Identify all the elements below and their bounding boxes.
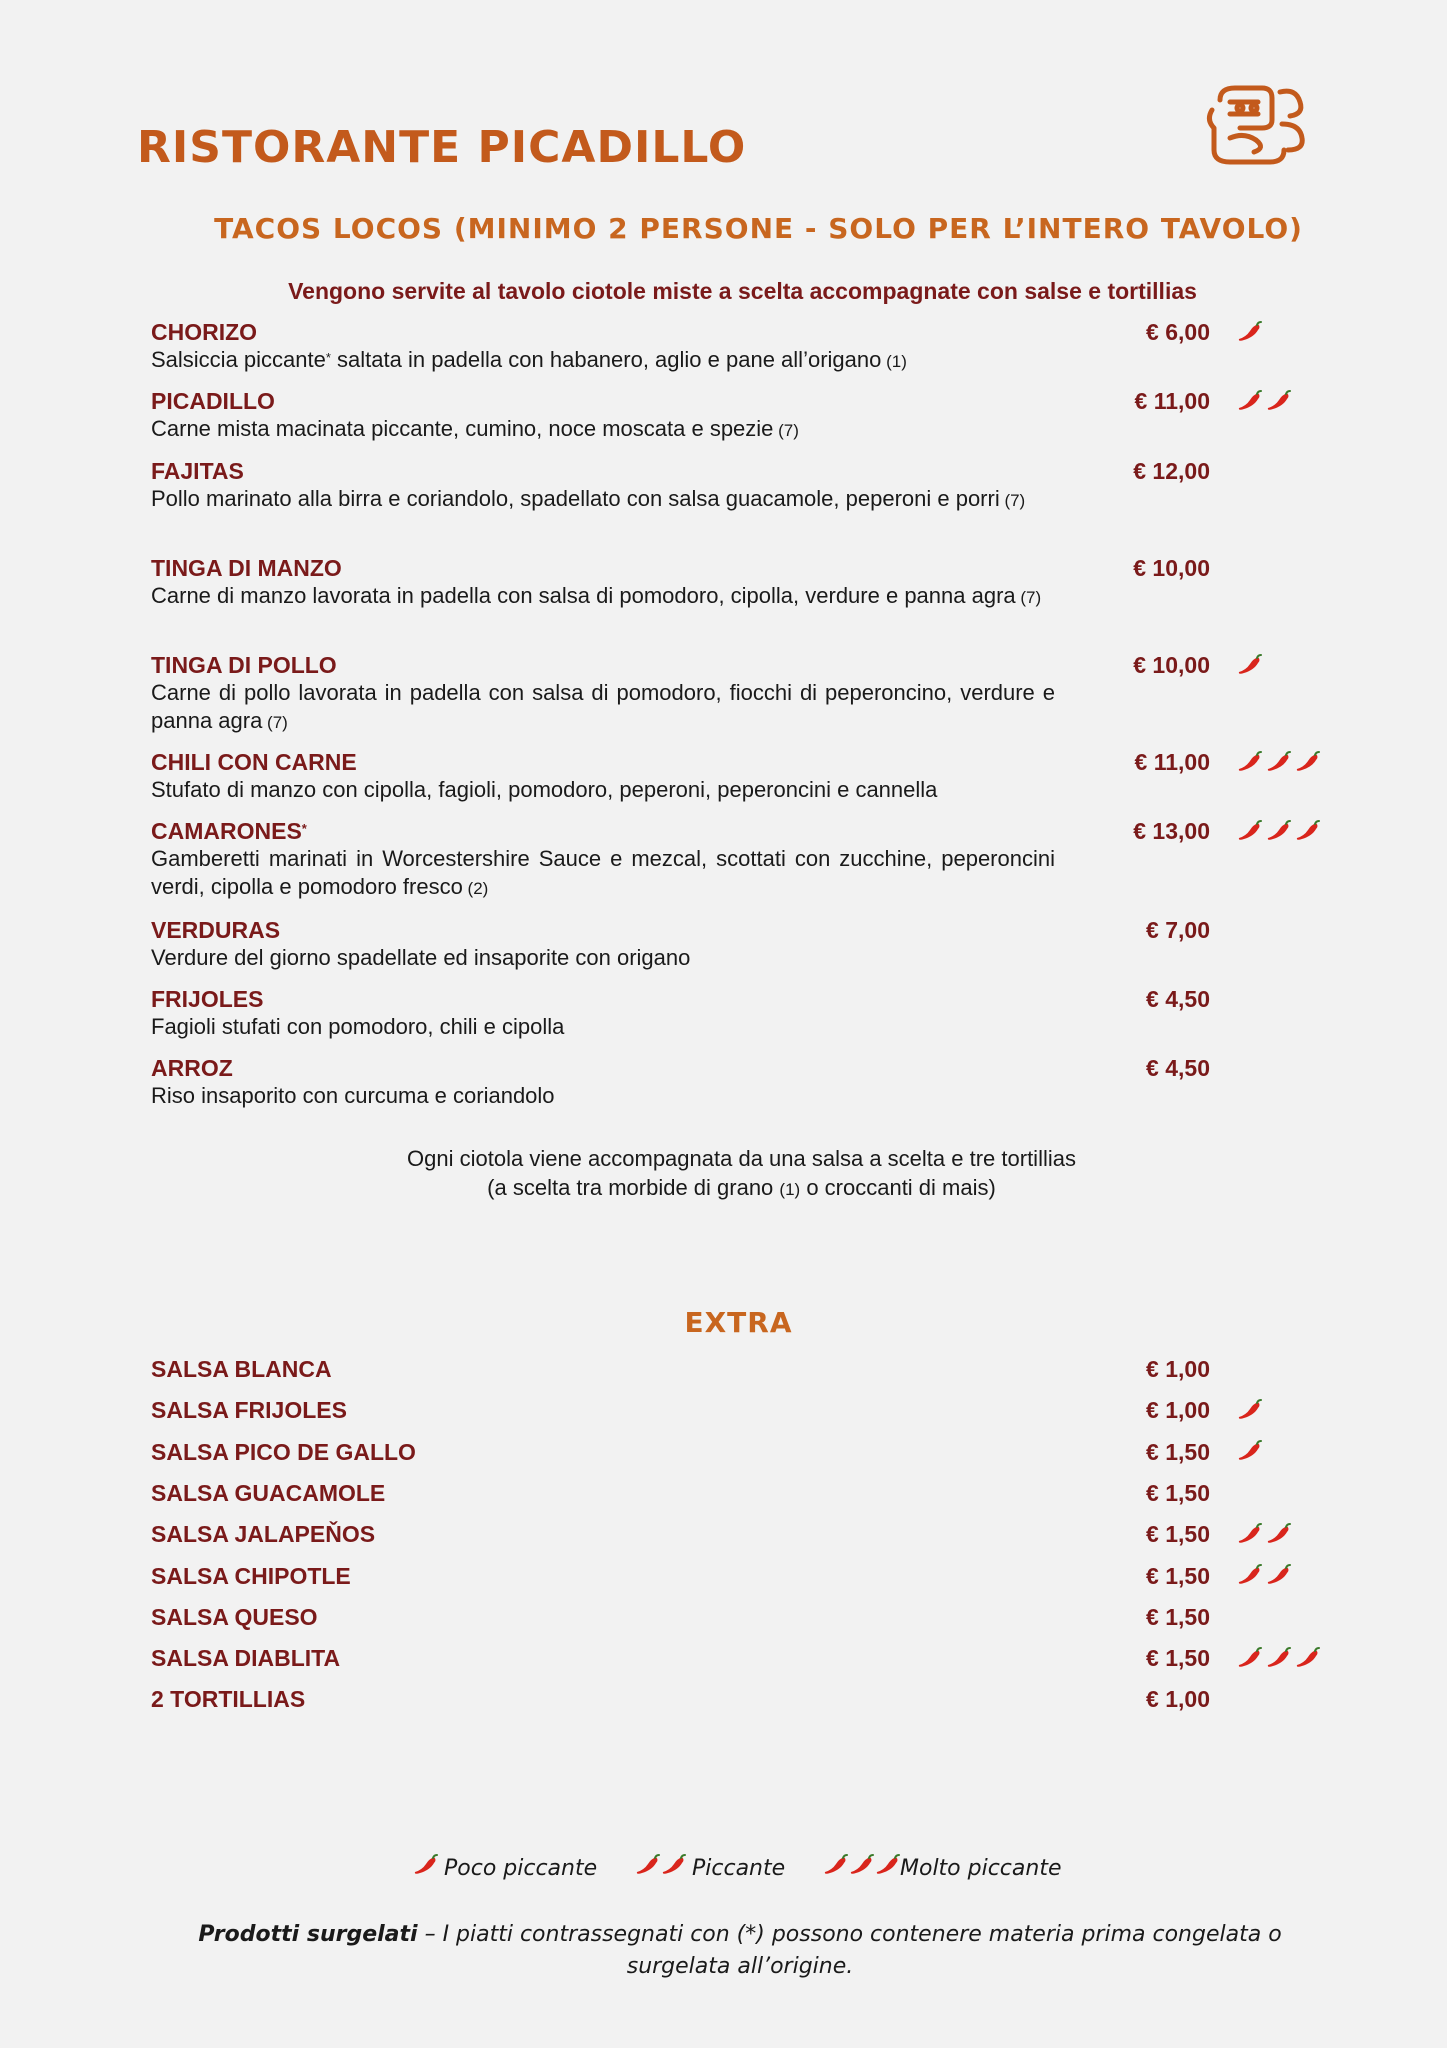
menu-item-description: Fagioli stufati con pomodoro, chili e cipolla [151, 1014, 565, 1039]
tacos-intro: Vengono servite al tavolo ciotole miste a scelta accompagnate con salse e tortillias [288, 278, 1197, 304]
menu-item-name: CHILI CON CARNE [151, 749, 357, 775]
menu-item-price: € 11,00 [1134, 388, 1210, 414]
menu-item-price: € 10,00 [1133, 652, 1210, 678]
menu-item [151, 554, 1051, 612]
chili-pepper-icon [1236, 1564, 1262, 1591]
chili-pepper-icon [1265, 1523, 1291, 1550]
extra-item-price: € 1,50 [1146, 1438, 1210, 1465]
menu-item-name: FRIJOLES [151, 986, 264, 1012]
menu-item-description: Pollo marinato alla birra e coriandolo, spadellato con salsa guacamole, peperoni e porri (7) [151, 486, 1026, 511]
chili-pepper-icon [1236, 321, 1262, 348]
spice-level-indicator [1236, 1522, 1291, 1550]
menu-item [151, 457, 1051, 515]
footer-allergen-note: (1) [779, 1180, 801, 1199]
spice-level-indicator [1236, 750, 1320, 778]
menu-item-price: € 11,00 [1134, 749, 1210, 775]
menu-item-description: Carne mista macinata piccante, cumino, noce moscata e spezie (7) [151, 416, 799, 441]
chili-pepper-icon [1294, 820, 1320, 847]
menu-item-name: PICADILLO [151, 388, 275, 414]
menu-item-name: FAJITAS [151, 458, 244, 484]
extra-item-name: SALSA DIABLITA [151, 1645, 341, 1672]
chili-pepper-icon [822, 1854, 848, 1882]
menu-item [151, 387, 1051, 445]
extra-item-name: SALSA CHIPOTLE [151, 1562, 351, 1589]
menu-item-name: CAMARONES* [151, 818, 307, 844]
spice-level-indicator [1236, 320, 1262, 348]
extra-item-price: € 1,50 [1146, 1562, 1210, 1589]
extra-item-price: € 1,50 [1146, 1479, 1210, 1506]
menu-item-name: TINGA DI POLLO [151, 652, 337, 678]
chili-pepper-icon [1236, 654, 1262, 681]
menu-item [151, 651, 1055, 737]
allergen-note: (1) [881, 352, 907, 371]
chili-pepper-icon [1236, 1523, 1262, 1550]
menu-item-price: € 13,00 [1133, 818, 1210, 844]
footer-line2-a: (a scelta tra morbide di grano [487, 1175, 780, 1200]
menu-item [151, 817, 1055, 903]
menu-item-description: Carne di manzo lavorata in padella con salsa di pomodoro, cipolla, verdure e panna agra (7) [151, 583, 1042, 608]
menu-item [151, 916, 1051, 972]
allergen-note: (7) [773, 421, 799, 440]
chili-pepper-icon [1236, 820, 1262, 847]
menu-item [151, 318, 1051, 376]
chili-pepper-icon [660, 1854, 686, 1882]
chili-pepper-icon [412, 1854, 438, 1882]
extra-item-name: SALSA PICO DE GALLO [151, 1438, 416, 1465]
chili-pepper-icon [1236, 1647, 1262, 1674]
chili-pepper-icon [1236, 1399, 1262, 1426]
menu-item-description: Carne di pollo lavorata in padella con salsa di pomodoro, fiocchi di peperoncino, verdure e panna agra (7) [151, 680, 1055, 733]
disclaimer-bold: Prodotti surgelati [198, 1922, 418, 1947]
bowl-footer-line-1: Ogni ciotola viene accompagnata da una salsa a scelta e tre tortillias [407, 1146, 1076, 1171]
menu-item-description: Verdure del giorno spadellate ed insaporite con origano [151, 945, 691, 970]
menu-item-price: € 6,00 [1146, 319, 1210, 345]
extra-item-name: SALSA BLANCA [151, 1356, 332, 1382]
frozen-products-disclaimer [150, 1919, 1330, 1983]
menu-item-price: € 10,00 [1133, 555, 1210, 581]
chili-pepper-icon [634, 1854, 660, 1882]
spice-level-indicator [1236, 1440, 1262, 1468]
chili-pepper-icon [1294, 751, 1320, 778]
extra-item-price: € 1,50 [1146, 1603, 1210, 1630]
menu-item-price: € 7,00 [1146, 917, 1210, 943]
allergen-note: (7) [1015, 588, 1042, 607]
chili-pepper-icon [1265, 751, 1291, 778]
restaurant-name: RISTORANTE PICADILLO [137, 122, 747, 173]
chili-pepper-icon [1294, 1647, 1320, 1674]
menu-item-name: ARROZ [151, 1055, 233, 1081]
extra-item-name: SALSA QUESO [151, 1603, 318, 1630]
extra-item-price: € 1,00 [1146, 1686, 1210, 1713]
spice-level-indicator [1236, 1398, 1262, 1426]
menu-item-description: Riso insaporito con curcuma e coriandolo [151, 1083, 555, 1108]
extra-item-price: € 1,00 [1146, 1397, 1210, 1424]
menu-item-price: € 12,00 [1133, 458, 1210, 484]
spice-level-indicator [1236, 819, 1320, 847]
legend-item [634, 1854, 785, 1882]
legend-label: Molto piccante [900, 1855, 1062, 1881]
chili-pepper-icon [1265, 1564, 1291, 1591]
bowl-footer-note [0, 1144, 1447, 1204]
menu-item-price: € 4,50 [1146, 986, 1210, 1012]
extra-item-price: € 1,50 [1146, 1645, 1210, 1672]
menu-item [151, 748, 1051, 804]
menu-item-description: Salsiccia piccante* saltata in padella con habanero, aglio e pane all’origano (1) [151, 347, 907, 372]
legend-label: Piccante [692, 1855, 786, 1881]
chili-pepper-icon [1236, 751, 1262, 778]
spice-level-indicator [1236, 1564, 1291, 1592]
allergen-note: (7) [999, 491, 1026, 510]
spice-legend [0, 1854, 1447, 1890]
legend-item [822, 1854, 1062, 1882]
footer-line2-b: o croccanti di mais) [800, 1175, 996, 1200]
chili-pepper-icon [1265, 1647, 1291, 1674]
extra-item-name: SALSA FRIJOLES [151, 1397, 347, 1424]
spice-level-indicator [1236, 653, 1262, 681]
menu-item-price: € 4,50 [1146, 1055, 1210, 1081]
menu-item [151, 985, 1051, 1041]
extra-item-price: € 1,50 [1146, 1521, 1210, 1548]
chili-pepper-icon [1236, 1440, 1262, 1467]
spice-level-indicator [1236, 1646, 1320, 1674]
allergen-note: (7) [262, 713, 288, 732]
extra-section-title: EXTRA [684, 1306, 793, 1339]
chili-pepper-icon [1236, 390, 1262, 417]
extra-item-name: SALSA GUACAMOLE [151, 1479, 386, 1506]
legend-item [412, 1854, 597, 1882]
menu-item-name: VERDURAS [151, 917, 281, 943]
disclaimer-text: – I piatti contrassegnati con (*) possono contenere materia prima congelata o surgelata all’origine. [417, 1922, 1282, 1979]
chili-pepper-icon [1265, 390, 1291, 417]
extra-item-price: € 1,00 [1146, 1356, 1210, 1382]
extra-item-name: 2 TORTILLIAS [151, 1686, 306, 1713]
menu-item-name: TINGA DI MANZO [151, 555, 342, 581]
tacos-section-title: TACOS LOCOS (MINIMO 2 PERSONE - SOLO PER L’INTERO TAVOLO) [214, 212, 1303, 245]
chili-pepper-icon [1265, 820, 1291, 847]
chili-pepper-icon [874, 1854, 900, 1882]
menu-item-description: Gamberetti marinati in Worcestershire Sauce e mezcal, scottati con zucchine, peperoncini verdi, cipolla e pomodoro fresco (2) [151, 846, 1055, 899]
extra-item-name: SALSA JALAPEŇOS [151, 1521, 376, 1548]
legend-label: Poco piccante [444, 1855, 598, 1881]
spice-level-indicator [1236, 389, 1291, 417]
chili-pepper-icon [848, 1854, 874, 1882]
mayan-glyph-logo [1200, 80, 1310, 170]
menu-item [151, 1054, 1051, 1110]
menu-item-name: CHORIZO [151, 319, 258, 345]
allergen-note: (2) [462, 879, 489, 898]
menu-item-description: Stufato di manzo con cipolla, fagioli, pomodoro, peperoni, peperoncini e cannella [151, 777, 938, 802]
bowl-footer-line-2 [0, 1173, 1447, 1204]
